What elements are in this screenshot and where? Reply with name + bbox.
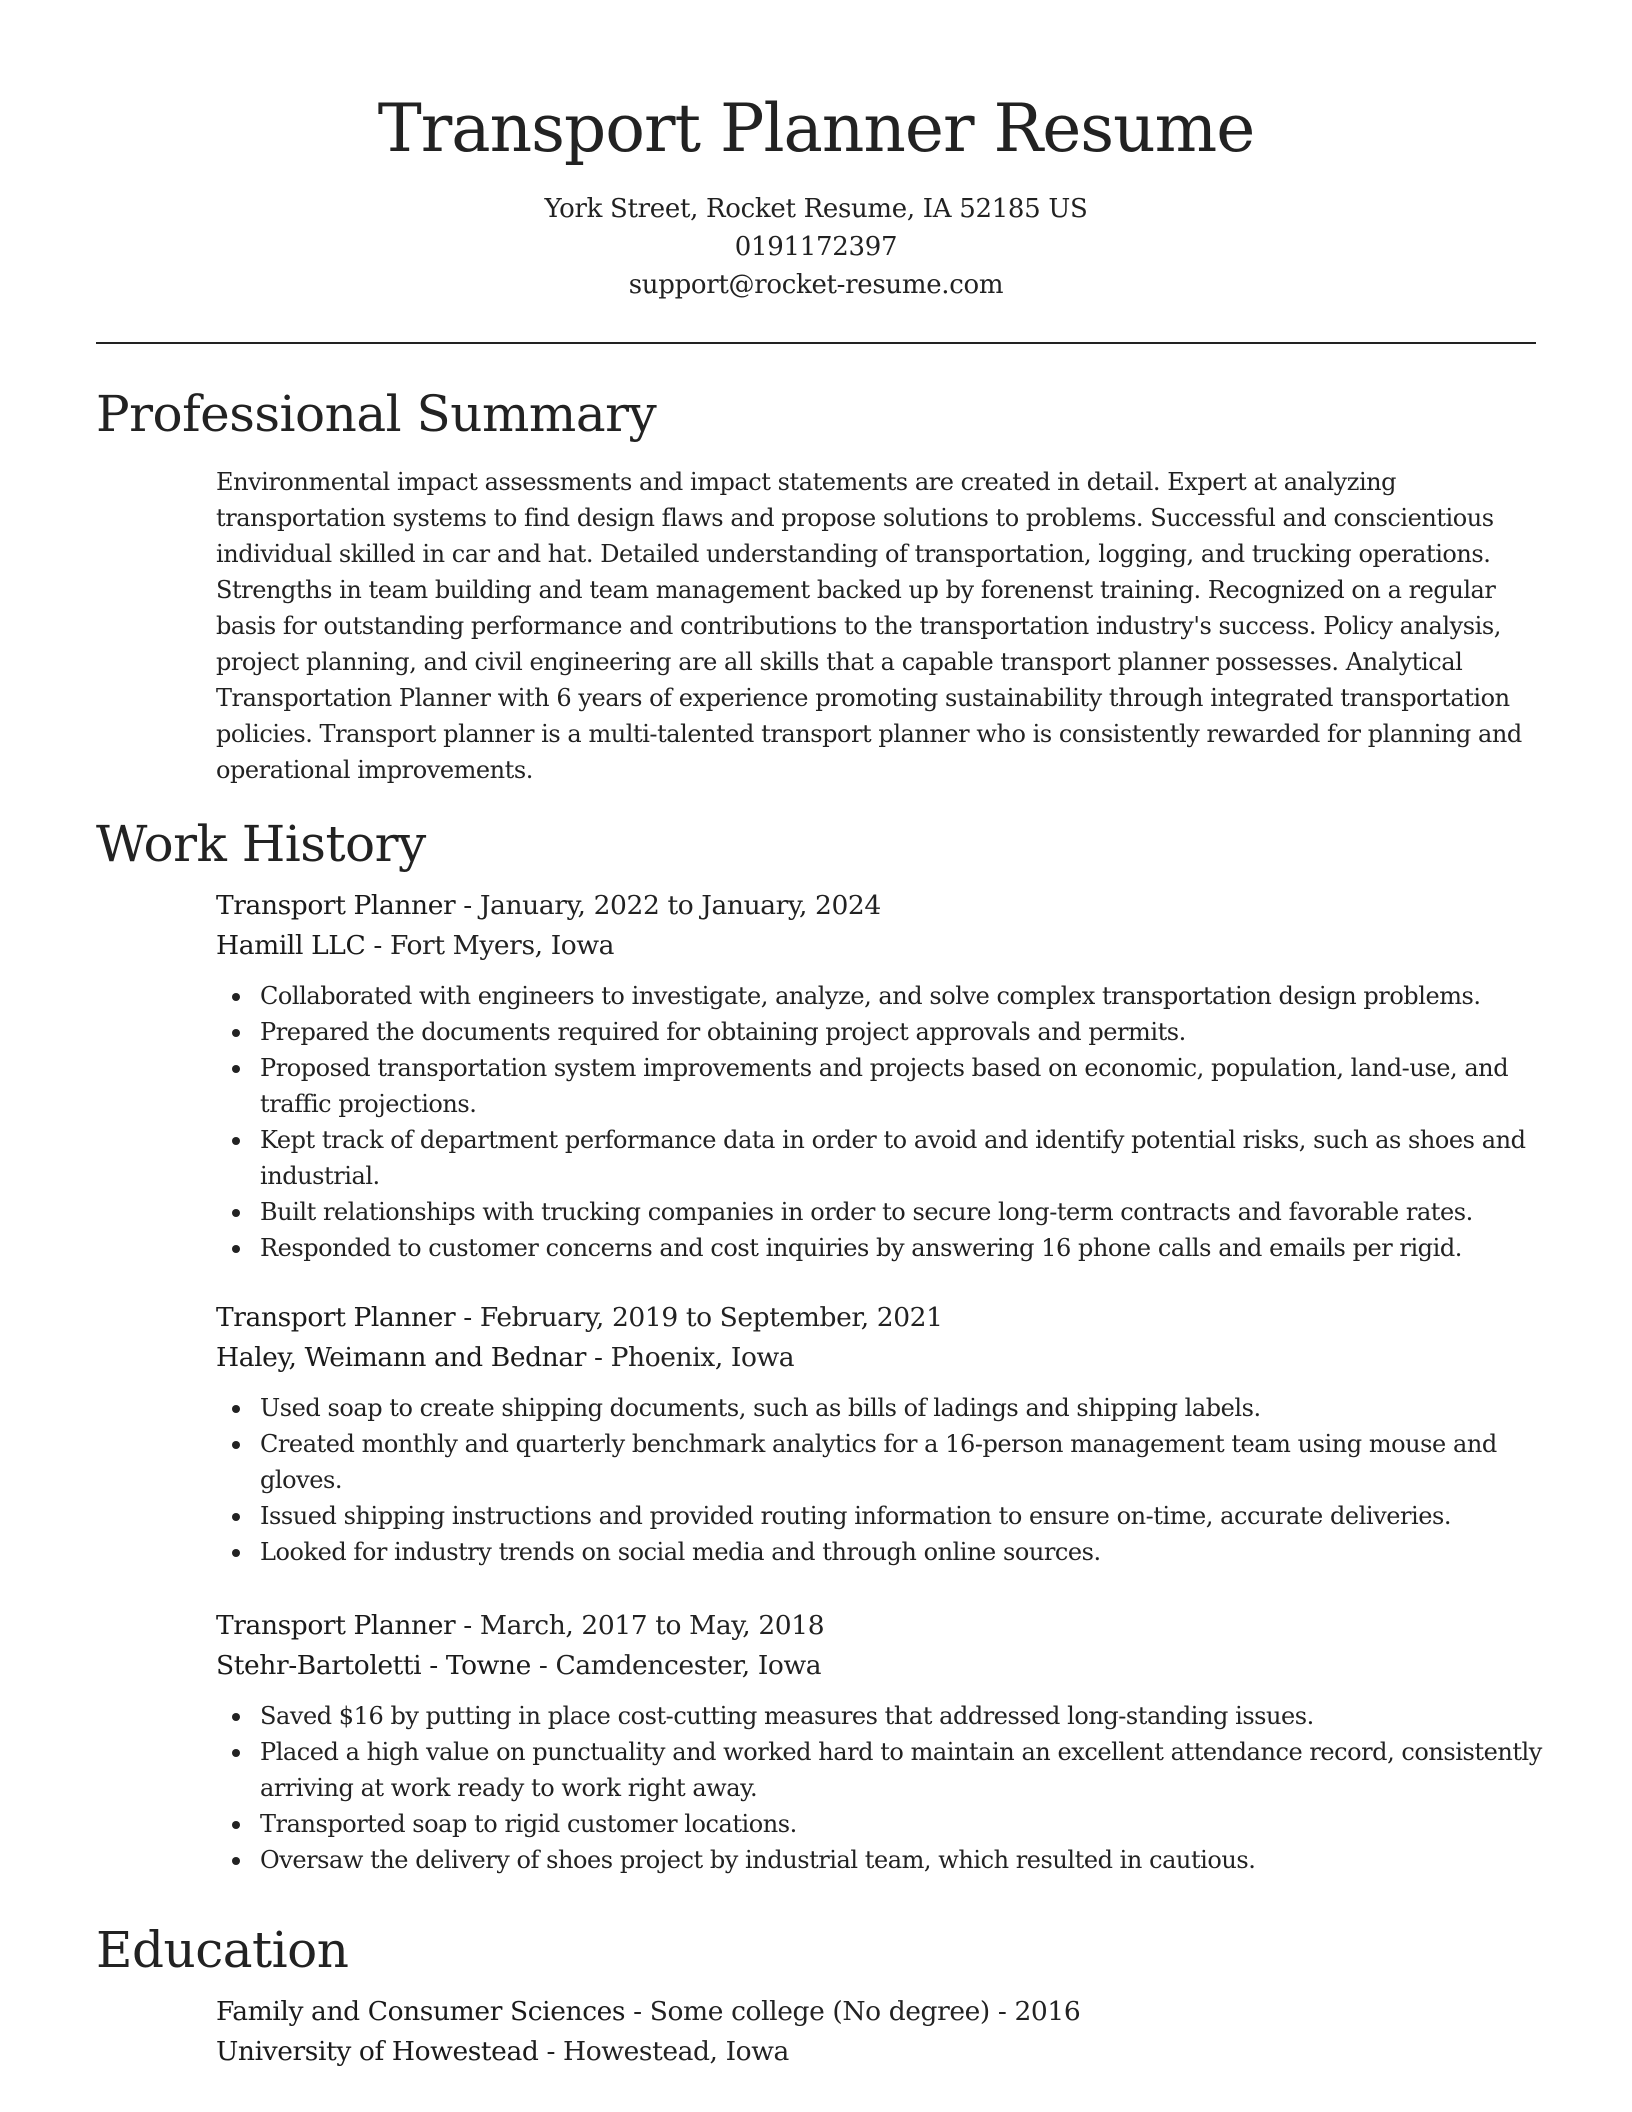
list-item	[216, 1698, 1546, 1734]
section-heading-work: Work History	[96, 815, 426, 873]
page-title: Transport Planner Resume	[377, 90, 1255, 167]
bullet-dot	[232, 1245, 240, 1253]
contact-email: support@rocket-resume.com	[628, 270, 1004, 300]
bullet-dot	[232, 1549, 240, 1557]
bullet-text: Saved $16 by putting in place cost-cutting measures that addressed long-standing issues.	[260, 1702, 1314, 1730]
resume-header	[96, 84, 1536, 304]
job-dates: - January, 2022 to January, 2024	[455, 890, 881, 921]
bullet-text: Collaborated with engineers to investigate, analyze, and solve complex transportation design problems.	[260, 982, 1481, 1010]
bullet-dot	[232, 1065, 240, 1073]
list-item	[216, 1194, 1546, 1230]
bullet-dot	[232, 1029, 240, 1037]
job-title-line	[216, 1298, 1546, 1338]
bullet-text: Proposed transportation system improvements and projects based on economic, population, land-use, and traffic projections.	[260, 1054, 1509, 1118]
bullet-text: Transported soap to rigid customer locations.	[260, 1810, 797, 1838]
education-detail: - Some college (No degree) - 2016	[625, 1996, 1081, 2027]
job-entry	[216, 1298, 1546, 1570]
bullet-text: Issued shipping instructions and provided routing information to ensure on-time, accurate deliveries.	[260, 1502, 1451, 1530]
list-item	[216, 1050, 1546, 1122]
list-item	[216, 1122, 1546, 1194]
list-item	[216, 1014, 1546, 1050]
job-company-line	[216, 1646, 1546, 1686]
job-title: Transport Planner	[216, 890, 456, 921]
education-school-line	[216, 2032, 1546, 2072]
bullet-text: Responded to customer concerns and cost inquiries by answering 16 phone calls and emails per rigid.	[260, 1234, 1462, 1262]
job-company: Stehr-Bartoletti - Towne	[216, 1650, 531, 1681]
bullet-text: Placed a high value on punctuality and worked hard to maintain an excellent attendance record, consistently arriving at work ready to work right away.	[260, 1738, 1542, 1802]
job-location: - Fort Myers, Iowa	[365, 930, 614, 961]
bullet-text: Looked for industry trends on social media and through online sources.	[260, 1538, 1101, 1566]
job-company: Haley, Weimann and Bednar	[216, 1342, 586, 1373]
bullet-text: Oversaw the delivery of shoes project by industrial team, which resulted in cautious.	[260, 1846, 1256, 1874]
bullet-dot	[232, 1713, 240, 1721]
bullet-text: Kept track of department performance data in order to avoid and identify potential risks, such as shoes and industrial.	[260, 1126, 1526, 1190]
list-item	[216, 1498, 1546, 1534]
section-heading-education: Education	[96, 1921, 349, 1979]
bullet-dot	[232, 1137, 240, 1145]
education-entry	[216, 1992, 1546, 2072]
job-title: Transport Planner	[216, 1302, 456, 1333]
bullet-text: Created monthly and quarterly benchmark analytics for a 16-person management team using mouse and gloves.	[260, 1430, 1497, 1494]
bullet-text: Prepared the documents required for obtaining project approvals and permits.	[260, 1018, 1186, 1046]
education-location: - Howestead, Iowa	[538, 2036, 789, 2067]
bullet-dot	[232, 1513, 240, 1521]
job-bullet-list	[216, 978, 1546, 1266]
bullet-dot	[232, 993, 240, 1001]
list-item	[216, 1734, 1546, 1806]
list-item	[216, 1806, 1546, 1842]
job-entry	[216, 886, 1546, 1266]
job-company: Hamill LLC	[216, 930, 366, 961]
job-location: - Phoenix, Iowa	[586, 1342, 795, 1373]
education-degree-line	[216, 1992, 1546, 2032]
bullet-dot	[232, 1821, 240, 1829]
bullet-dot	[232, 1441, 240, 1449]
list-item	[216, 1426, 1546, 1498]
job-company-line	[216, 1338, 1546, 1378]
job-company-line	[216, 926, 1546, 966]
job-title-line	[216, 1606, 1546, 1646]
education-degree: Family and Consumer Sciences	[216, 1996, 626, 2027]
bullet-dot	[232, 1209, 240, 1217]
header-divider	[96, 342, 1536, 344]
education-school: University of Howestead	[216, 2036, 539, 2067]
job-bullet-list	[216, 1390, 1546, 1570]
job-entry	[216, 1606, 1546, 1878]
list-item	[216, 1390, 1546, 1426]
bullet-dot	[232, 1857, 240, 1865]
job-dates: - March, 2017 to May, 2018	[455, 1610, 825, 1641]
list-item	[216, 1230, 1546, 1266]
job-location: - Camdencester, Iowa	[530, 1650, 822, 1681]
bullet-dot	[232, 1749, 240, 1757]
bullet-text: Built relationships with trucking companies in order to secure long-term contracts and favorable rates.	[260, 1198, 1473, 1226]
job-bullet-list	[216, 1698, 1546, 1878]
bullet-text: Used soap to create shipping documents, such as bills of ladings and shipping labels.	[260, 1394, 1261, 1422]
job-title-line	[216, 886, 1546, 926]
list-item	[216, 1534, 1546, 1570]
contact-phone: 0191172397	[734, 232, 898, 262]
job-dates: - February, 2019 to September, 2021	[455, 1302, 943, 1333]
list-item	[216, 1842, 1546, 1878]
job-title: Transport Planner	[216, 1610, 456, 1641]
contact-address: York Street, Rocket Resume, IA 52185 US	[544, 194, 1088, 224]
list-item	[216, 978, 1546, 1014]
section-heading-summary: Professional Summary	[96, 385, 657, 443]
summary-text: Environmental impact assessments and impact statements are created in detail. Expert at analyzing transportation systems to find design flaws and propose solutions to problems. Successful and conscientious individual skilled in car and hat. Detailed understanding of transportation, logging, and trucking operations. Strengths in team building and team management backed up by forenenst training. Recognized on a regular basis for outstanding performance and contributions to the transportation industry's success. Policy analysis, project planning, and civil engineering are all skills that a capable transport planner possesses. Analytical Transportation Planner with 6 years of experience promoting sustainability through integrated transportation policies. Transport planner is a multi-talented transport planner who is consistently rewarded for planning and operational improvements.	[216, 468, 1522, 784]
bullet-dot	[232, 1405, 240, 1413]
